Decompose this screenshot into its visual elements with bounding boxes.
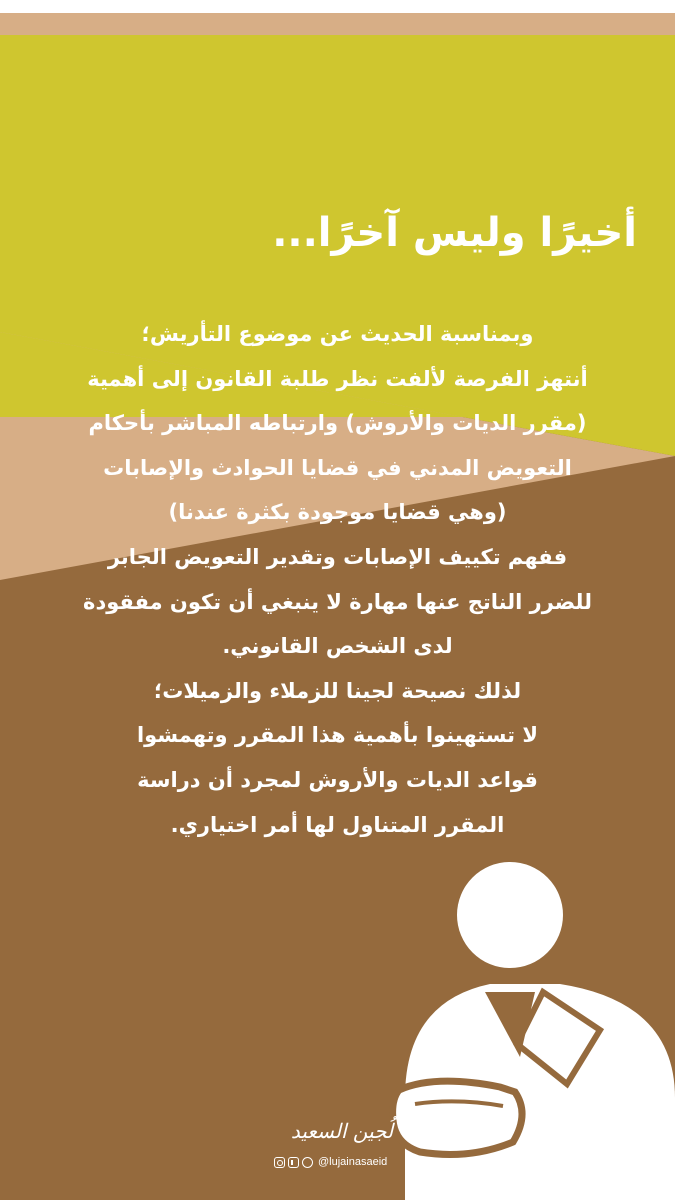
top-tan-strip xyxy=(0,13,675,35)
twitter-icon[interactable] xyxy=(302,1157,313,1168)
body-line: لذلك نصيحة لجينا للزملاء والزميلات؛ xyxy=(153,678,522,703)
linkedin-icon[interactable] xyxy=(288,1157,299,1168)
head-icon xyxy=(457,862,563,968)
social-handle[interactable]: @lujainasaeid xyxy=(318,1156,388,1168)
body-line: التعويض المدني في قضايا الحوادث والإصابات xyxy=(103,455,572,480)
top-white-strip xyxy=(0,0,675,13)
body-line: ففهم تكييف الإصابات وتقدير التعويض الجابر xyxy=(107,544,568,569)
body-line: لدى الشخص القانوني. xyxy=(222,634,453,659)
body-line: أنتهز الفرصة لألفت نظر طلبة القانون إلى أهمية xyxy=(87,366,588,391)
sling-pouch xyxy=(393,1081,522,1154)
body-line: (وهي قضايا موجودة بكثرة عندنا) xyxy=(168,500,507,525)
body-line: قواعد الديات والأروش لمجرد أن دراسة xyxy=(137,767,538,792)
signature-logo: لُجين السعيد xyxy=(290,1119,394,1143)
body-line: للضرر الناتج عنها مهارة لا ينبغي أن تكون مفقودة xyxy=(83,589,592,614)
body-line: (مقرر الديات والأروش) وارتباطه المباشر بأحكام xyxy=(88,411,587,436)
instagram-icon[interactable] xyxy=(274,1157,285,1168)
body-line: لا تستهينوا بأهمية هذا المقرر وتهمشوا xyxy=(136,723,539,748)
page-title: أخيرًا وليس آخرًا... xyxy=(272,210,637,256)
social-handles xyxy=(274,1154,387,1170)
body-line: المقرر المتناول لها أمر اختياري. xyxy=(170,812,505,837)
arm-sling-person-icon xyxy=(385,852,675,1200)
body-line: وبمناسبة الحديث عن موضوع التأريش؛ xyxy=(141,322,534,346)
body-text xyxy=(40,312,635,847)
